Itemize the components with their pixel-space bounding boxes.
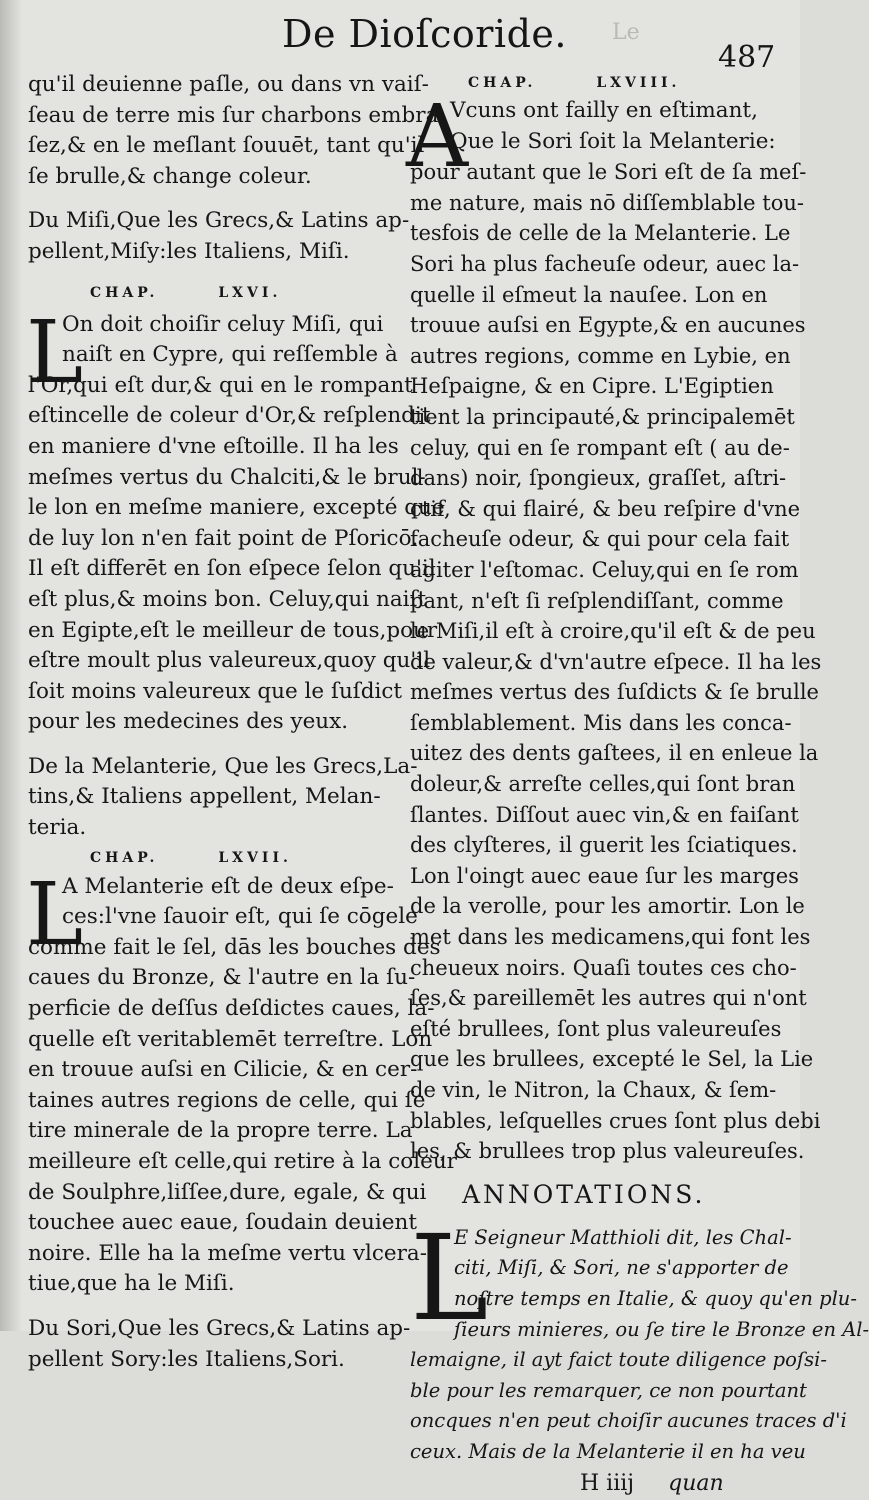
paragraph-melanterie <box>26 864 457 1300</box>
right-column <box>406 70 869 1500</box>
text-line: agiter l'eſtomac. Celuy,qui en ſe rom <box>410 557 799 582</box>
text-line: comme fait le ſel, dās les bouches des <box>28 934 441 960</box>
heading-line: pellent,Miſy:les Italiens, Miſi. <box>28 238 350 264</box>
text-line: le lon en meſme maniere, excepté que <box>28 495 445 521</box>
page-number: 487 <box>718 40 776 75</box>
text-line: eſté brullees, ſont plus valeureuſes <box>410 1016 782 1041</box>
text-line: tiue,que ha le Miſi. <box>28 1271 235 1297</box>
chapter-roman: LXVII. <box>218 849 292 866</box>
text-line: tire minerale de la propre terre. La <box>28 1118 413 1144</box>
chapter-roman: LXVIII. <box>596 75 681 91</box>
text-line: naiſt en Cypre, qui reſſemble à <box>62 342 398 368</box>
text-line: ſes,& pareillemēt les autres qui n'ont <box>410 986 807 1011</box>
text-line: quelle eſt veritablemēt terreſtre. Lon <box>28 1026 433 1052</box>
chapter-number <box>28 844 396 872</box>
text-line: eſtre moult plus valeureux,quoy qu'il <box>28 648 431 674</box>
text-line: autres regions, comme en Lybie, en <box>410 343 791 368</box>
text-line: E Seigneur Matthioli dit, les Chal- <box>454 1225 792 1249</box>
text-line: des clyſteres, il guerit les ſciatiques. <box>410 833 798 858</box>
text-line: pour les medecines des yeux. <box>28 709 349 735</box>
text-line: ſemblablement. Mis dans les conca- <box>410 710 792 735</box>
text-line: ſeau de terre mis ſur charbons embra <box>28 102 439 128</box>
heading-line: Du Sori,Que les Grecs,& Latins ap- <box>28 1315 411 1341</box>
annotations-paragraph <box>410 1208 869 1468</box>
text-line: taines autres regions de celle, qui ſe <box>28 1087 426 1113</box>
text-line: quelle il eſmeut la nauſee. Lon en <box>410 282 768 307</box>
text-line: Que le Sori ſoit la Melanterie: <box>450 128 776 154</box>
text-line: en trouue auſsi en Cilicie, & en cer- <box>28 1057 418 1083</box>
text-line: perficie de deſſus deſdictes caues, la- <box>28 996 435 1022</box>
text-line: ſe brulle,& change coleur. <box>28 163 312 189</box>
drop-cap: L <box>26 302 84 403</box>
text-line: citi, Miſi, & Sori, ne s'apporter de <box>454 1256 789 1280</box>
text-line: cheueux noirs. Quaſi toutes ces cho- <box>410 955 797 980</box>
section-heading-sori <box>28 1314 411 1375</box>
running-head: De Dioſcoride. <box>282 12 567 56</box>
annotations-heading: ANNOTATIONS. <box>462 1179 706 1209</box>
chapter-label: CHAP. <box>468 75 537 91</box>
drop-cap: A <box>406 87 469 187</box>
text-line: ctif, & qui flairé, & beu reſpire d'vne <box>410 496 801 521</box>
text-line: Il eſt differēt en ſon eſpece ſelon qu'il <box>28 556 436 582</box>
text-line: me nature, mais nō diſſemblable tou- <box>410 190 804 215</box>
section-heading-misi <box>28 206 410 267</box>
heading-line: De la Melanterie, Que les Grecs,La- <box>28 753 418 779</box>
text-line: trouue auſsi en Egypte,& en aucunes <box>410 313 806 338</box>
text-line: de Soulphre,liſſee,dure, egale, & qui <box>28 1179 427 1205</box>
show-through-text: Le <box>612 20 640 45</box>
catchword: quan <box>668 1470 724 1496</box>
chapter-number <box>28 276 396 310</box>
text-line: meſmes vertus du Chalciti,& le brul- <box>28 464 426 490</box>
text-line: pant, n'eſt ſi reſplendiſſant, comme <box>410 588 784 613</box>
chapter-roman: LXVI. <box>218 284 282 301</box>
text-line: noſtre temps en Italie, & quoy qu'en plu- <box>454 1286 857 1310</box>
text-line: Vcuns ont failly en eſtimant, <box>450 98 758 123</box>
text-line: blables, leſquelles crues ſont plus debi <box>410 1108 821 1133</box>
text-line: On doit choiſir celuy Miſi, qui <box>62 311 384 337</box>
paragraph-misi <box>26 302 445 738</box>
text-line: doleur,& arreſte celles,qui ſont bran <box>410 772 796 797</box>
left-column <box>26 70 457 1375</box>
signature-mark: H iiij <box>580 1470 635 1496</box>
heading-line: teria. <box>28 815 87 841</box>
signature-line <box>410 1468 760 1500</box>
text-line: Lon l'oingt auec eaue ſur les marges <box>410 863 799 888</box>
text-line: en maniere d'vne eſtoille. Il ha les <box>28 433 399 459</box>
paragraph-continued <box>28 70 439 192</box>
text-line: de luy lon n'en fait point de Pſoricō. <box>28 525 419 551</box>
text-line: A Melanterie eſt de deux eſpe- <box>62 873 394 899</box>
text-line: celuy, qui en ſe rompant eſt ( au de- <box>410 435 790 460</box>
text-line: facheuſe odeur, & qui pour cela fait <box>410 527 790 552</box>
heading-line: Du Miſi,Que les Grecs,& Latins ap- <box>28 208 410 234</box>
text-line: dans) noir, ſpongieux, graſſet, aſtri- <box>410 466 787 491</box>
text-line: pour autant que le Sori eſt de ſa meſ- <box>410 160 807 185</box>
text-line: ſlantes. Diſſout auec vin,& en faiſant <box>410 802 799 827</box>
text-line: de vin, le Nitron, la Chaux, & ſem- <box>410 1078 777 1102</box>
text-line: met dans les medicamens,qui font les <box>410 925 811 950</box>
text-line: meſmes vertus des ſuſdicts & ſe brulle <box>410 680 819 705</box>
text-line: Heſpaigne, & en Cipre. L'Egiptien <box>410 374 774 399</box>
text-line: ſoit moins valeureux que le ſuſdict <box>28 678 403 704</box>
text-line: Sori ha plus facheuſe odeur, auec la- <box>410 251 800 276</box>
gutter-shadow <box>0 0 22 1331</box>
text-line: eſt plus,& moins bon. Celuy,qui naiſt <box>28 586 427 612</box>
text-line: noire. Elle ha la meſme vertu vlcera- <box>28 1240 427 1266</box>
text-line: l'Or,qui eſt dur,& qui en le rompant <box>28 372 413 398</box>
drop-cap: L <box>410 1208 489 1347</box>
heading-line: tins,& Italiens appellent, Melan- <box>28 784 381 810</box>
text-line: qu'il deuienne paſle, ou dans vn vaiſ- <box>28 72 429 97</box>
text-line: de la verolle, pour les amortir. Lon le <box>410 894 805 919</box>
text-line: ble pour les remarquer, ce non pourtant <box>410 1378 807 1402</box>
text-line: touchee auec eaue, ſoudain deuient <box>28 1210 417 1236</box>
chapter-label: CHAP. <box>90 849 159 866</box>
drop-cap: L <box>26 864 84 965</box>
text-line: le Miſi,il eſt à croire,qu'il eſt & de peu <box>410 619 816 644</box>
text-line: en Egipte,eſt le meilleur de tous,pour <box>28 617 438 643</box>
text-line: ceux. Mais de la Melanterie il en ha veu <box>410 1439 806 1463</box>
text-line: caues du Bronze, & l'autre en la ſu- <box>28 965 416 991</box>
text-line: tesfois de celle de la Melanterie. Le <box>410 221 791 246</box>
text-line: que les brullees, excepté le Sel, la Lie <box>410 1047 814 1072</box>
text-line: ſez,& en le meſlant ſouuēt, tant qu'il <box>28 133 425 159</box>
text-line: uitez des dents gaſtees, il en enleue la <box>410 741 819 766</box>
text-line: les, & brullees trop plus valeureuſes. <box>410 1139 805 1164</box>
text-line: lemaigne, il ayt faict toute diligence poſsi- <box>410 1348 827 1372</box>
text-line: ces:l'vne ſauoir eſt, qui ſe cōgele <box>62 904 418 930</box>
text-line: meilleure eſt celle,qui retire à la coleur <box>28 1149 457 1174</box>
text-line: oncques n'en peut choiſir aucunes traces d'i <box>410 1409 847 1433</box>
text-line: ſieurs minieres, ou ſe tire le Bronze en Al- <box>454 1317 869 1341</box>
text-line: eſtincelle de coleur d'Or,& reſplendit <box>28 403 431 429</box>
text-line: de valeur,& d'vn'autre eſpece. Il ha les <box>410 649 822 674</box>
chapter-label: CHAP. <box>90 284 159 301</box>
section-heading-melanterie <box>28 752 418 844</box>
heading-line: pellent Sory:les Italiens,Sori. <box>28 1346 345 1372</box>
text-line: tient la principauté,& principalemēt <box>410 404 795 429</box>
paragraph-sori <box>406 87 822 1167</box>
